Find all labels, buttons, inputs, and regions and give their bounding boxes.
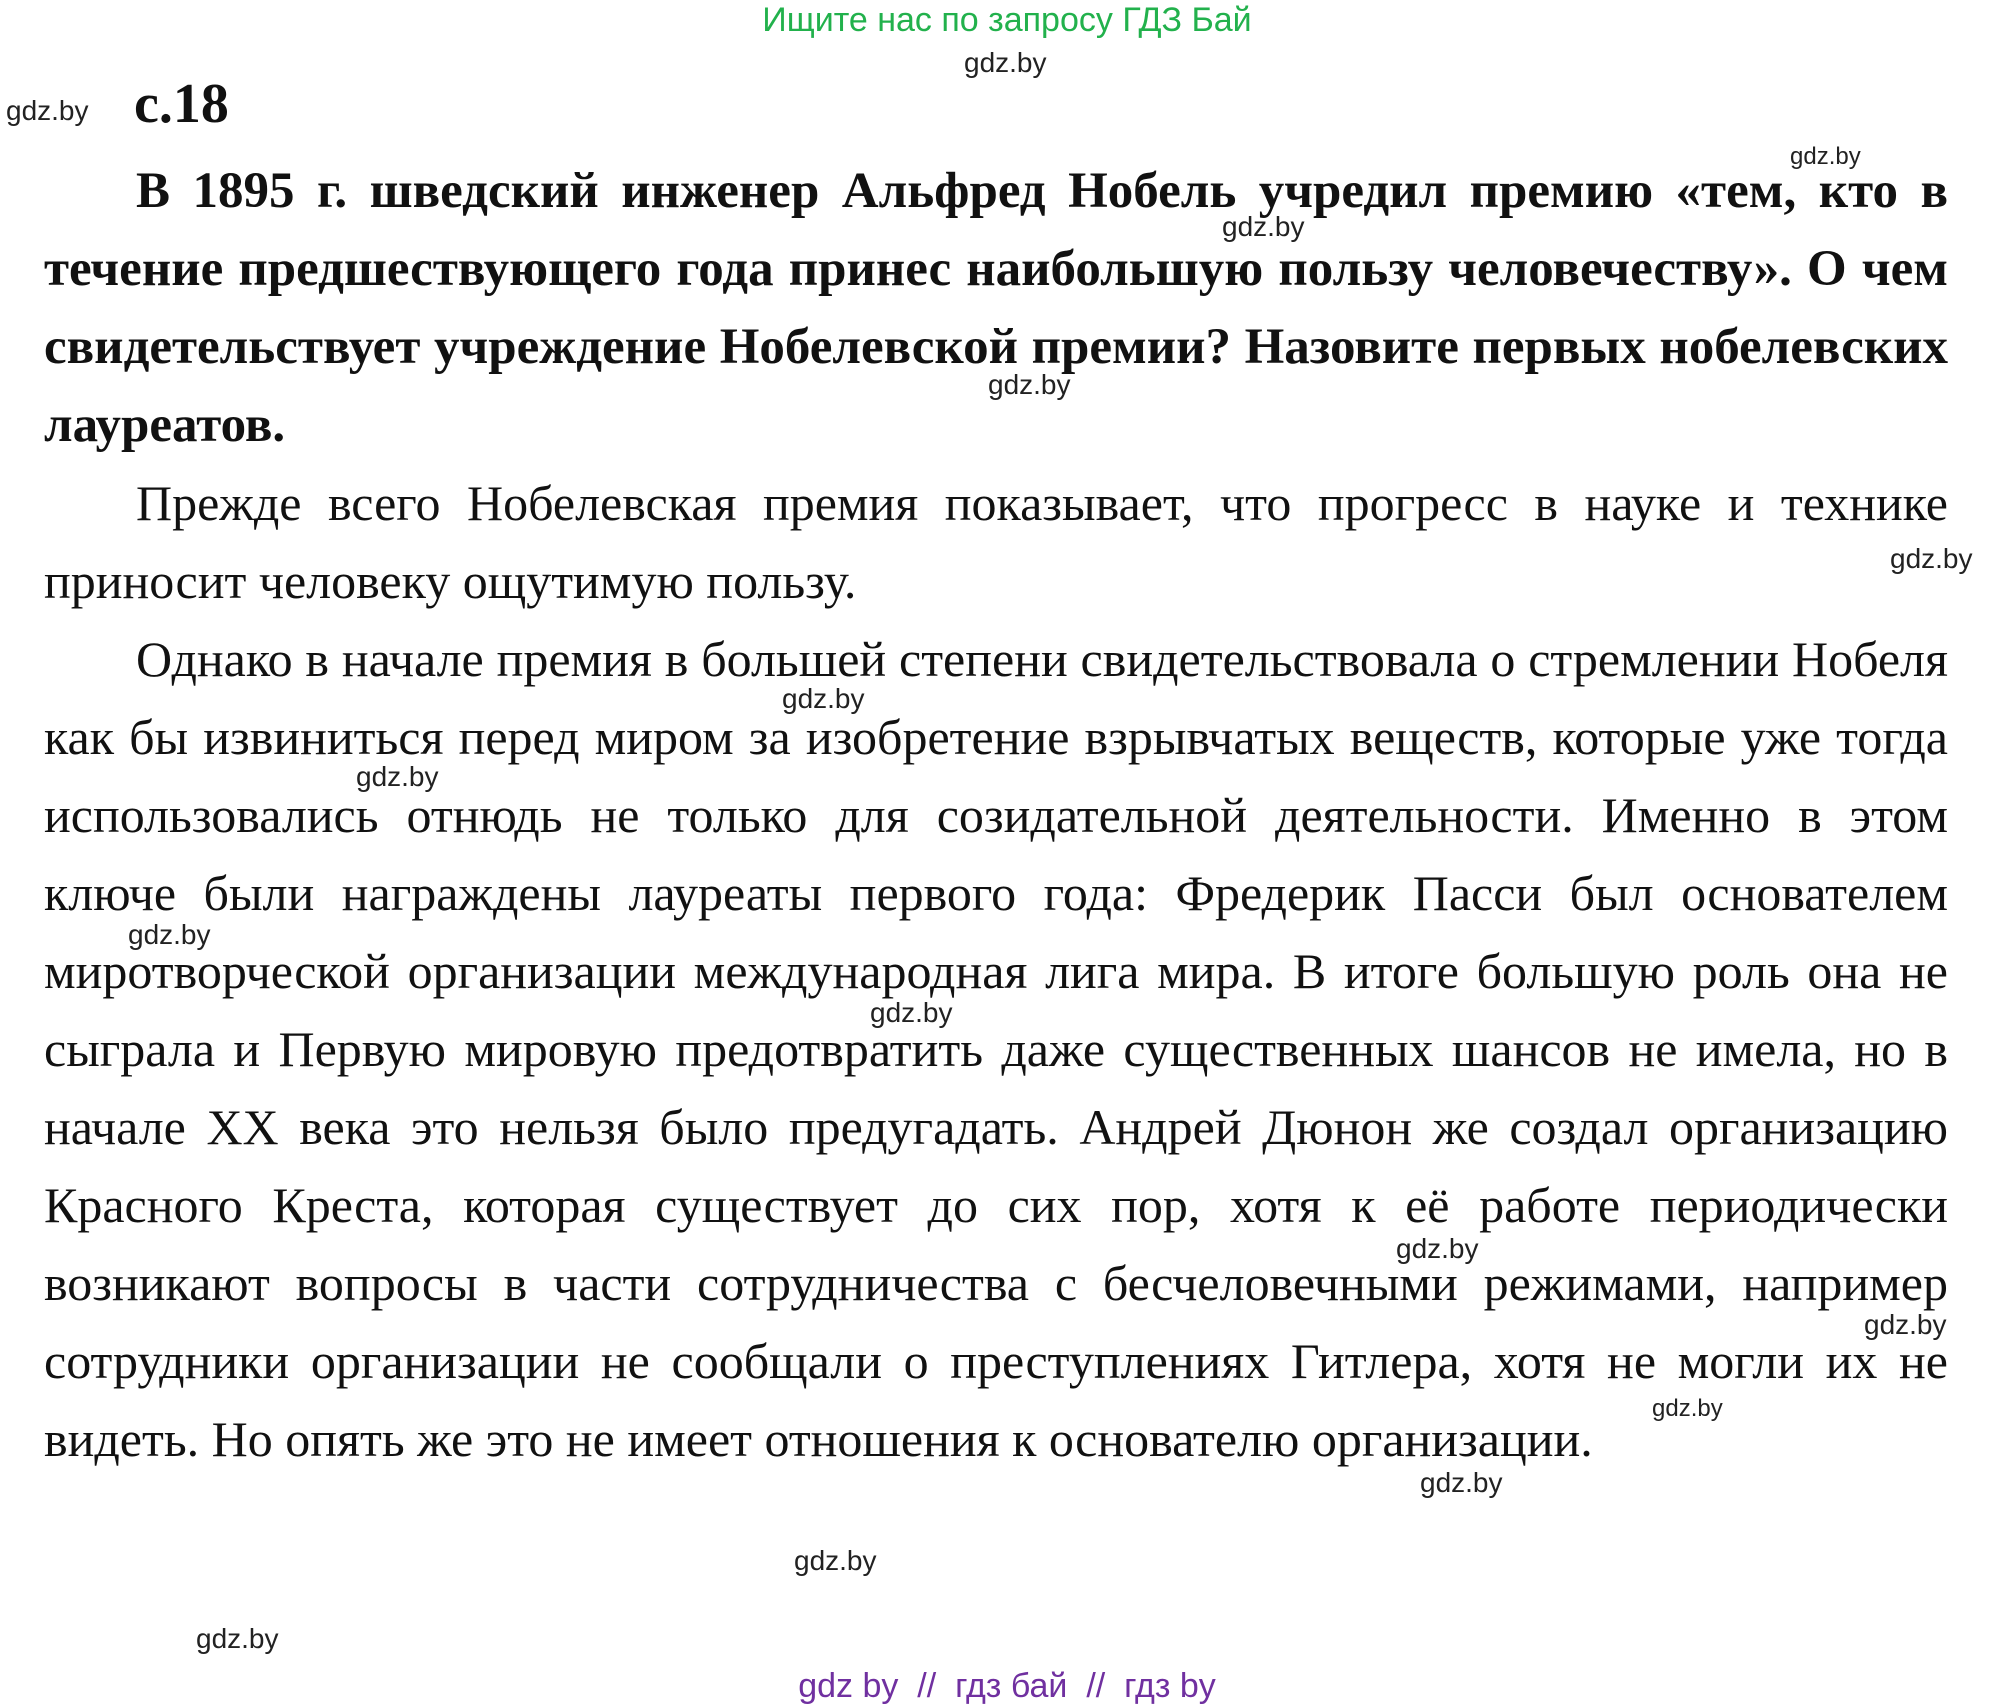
watermark: gdz.by xyxy=(1420,1467,1503,1498)
watermark: gdz.by xyxy=(6,95,89,126)
watermark: gdz.by xyxy=(1790,143,1861,170)
watermark: gdz.by xyxy=(196,1623,279,1654)
watermark: gdz.by xyxy=(1652,1395,1723,1422)
watermark: gdz.by xyxy=(1222,211,1305,242)
promo-banner[interactable]: Ищите нас по запросу ГДЗ Бай xyxy=(762,1,1252,39)
watermark: gdz.by xyxy=(128,919,211,950)
question-text: В 1895 г. шведский инженер Альфред Нобель учредил премию «тем, кто в течение предшествующего года принес наибольшую пользу человечеству». О чем свидетельствует учреждение Нобелевской премии? Назовите первых нобелевских лауреатов. xyxy=(44,163,1948,453)
watermark: gdz.by xyxy=(988,369,1071,400)
page-label: с.18 xyxy=(134,73,229,135)
watermark: gdz.by xyxy=(870,997,953,1028)
watermark: gdz.by xyxy=(1396,1233,1479,1264)
footer-links[interactable]: gdz by // гдз бай // гдз by xyxy=(798,1667,1216,1705)
answer-paragraph-1: Прежде всего Нобелевская премия показывает, что прогресс в науке и технике приносит человеку ощутимую пользу. xyxy=(44,475,1948,609)
watermark: gdz.by xyxy=(964,47,1047,78)
watermark: gdz.by xyxy=(1890,543,1973,574)
watermark: gdz.by xyxy=(356,761,439,792)
watermark: gdz.by xyxy=(1864,1309,1947,1340)
answer-paragraph-2: Однако в начале премия в большей степени свидетельствовала о стремлении Нобеля как бы извиниться перед миром за изобретение взрывчатых веществ, которые уже тогда использовались отнюдь не только для созидательной деятельности. Именно в этом ключе были награждены лауреаты первого года: Фредерик Пасси был основателем миротворческой организации международная лига мира. В итоге большую роль она не сыграла и Первую мировую предотвратить даже существенных шансов не имела, но в начале XX века это нельзя было предугадать. Андрей Дюнон же создал организацию Красного Креста, которая существует до сих пор, хотя к её работе периодически возникают вопросы в части сотрудничества с бесчеловечными режимами, например сотрудники организации не сообщали о преступлениях Гитлера, хотя не могли их не видеть. Но опять же это не имеет отношения к основателю организации. xyxy=(44,631,1948,1467)
watermark: gdz.by xyxy=(794,1545,877,1576)
watermark: gdz.by xyxy=(782,683,865,714)
task-content xyxy=(44,152,1948,1478)
